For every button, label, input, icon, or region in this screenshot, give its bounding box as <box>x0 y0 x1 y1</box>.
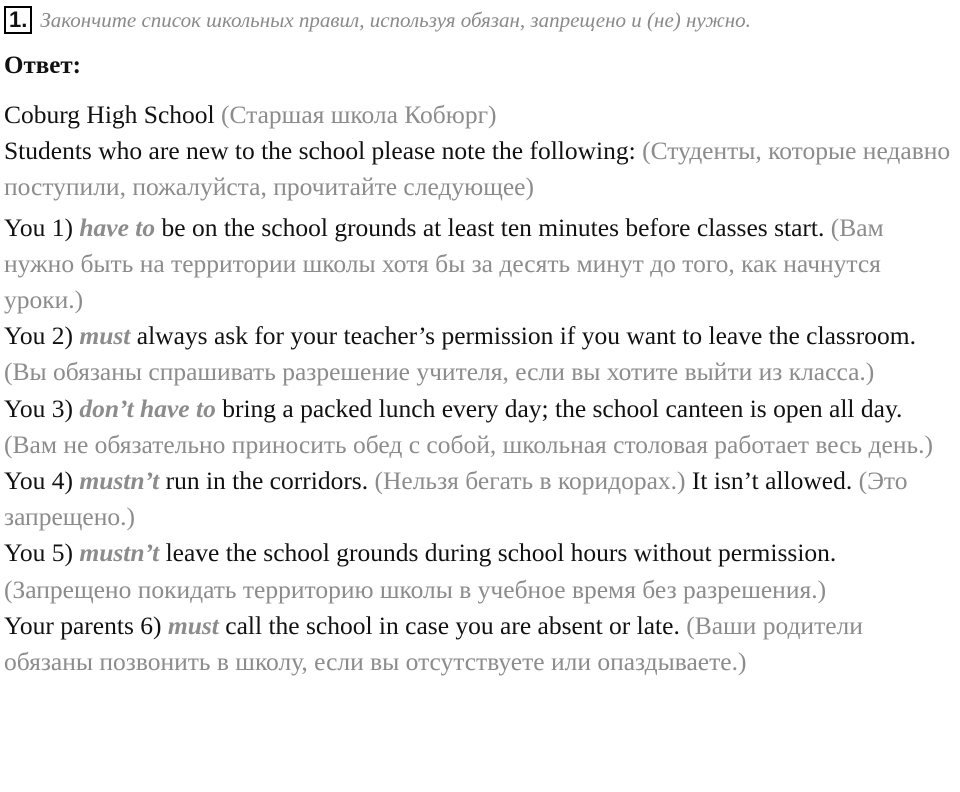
school-name: Coburg High School <box>4 100 215 129</box>
rule-answer: mustn’t <box>79 538 160 568</box>
school-translation: (Старшая школа Кобюрг) <box>221 100 497 129</box>
rule-translation: (Вам нужно быть на территории школы хотя бы за десять минут до того, как начнутся уроки.) <box>4 212 884 315</box>
rule-prefix: You 3) <box>4 393 73 423</box>
task-number: 1. <box>4 6 32 34</box>
task-instruction: Закончите список школьных правил, используя обязан, запрещено и (не) нужно. <box>40 7 751 32</box>
rule-answer: must <box>79 321 131 351</box>
rule-translation: (Нельзя бегать в коридорах.) <box>374 466 686 496</box>
rule-text: run in the corridors. <box>165 466 369 496</box>
task-header <box>4 4 751 36</box>
rule-text: leave the school grounds during school hours without permission. <box>165 538 837 568</box>
rule-1 <box>4 210 958 319</box>
rule-prefix: You 1) <box>4 212 73 242</box>
rule-prefix: You 2) <box>4 321 73 351</box>
rule-translation: (Вы обязаны спрашивать разрешение учителя, если вы хотите выйти из класса.) <box>4 357 875 387</box>
rule-4 <box>4 463 958 535</box>
intro-text: Students who are new to the school please note the following: <box>4 136 636 166</box>
rule-answer: have to <box>79 212 156 242</box>
school-line <box>4 97 958 133</box>
rule-text: bring a packed lunch every day; the school canteen is open all day. <box>222 393 903 423</box>
rule-prefix: Your parents 6) <box>4 610 162 640</box>
intro-translation: (Студенты, которые недавно поступили, пожалуйста, прочитайте следующее) <box>4 136 951 202</box>
rule-6 <box>4 608 958 680</box>
answer-content <box>4 97 958 680</box>
rule-translation: (Вам не обязательно приносить обед с собой, школьная столовая работает весь день.) <box>4 429 933 459</box>
rule-5 <box>4 535 958 607</box>
rule-prefix: You 4) <box>4 466 73 496</box>
rule-translation: (Запрещено покидать территорию школы в учебное время без разрешения.) <box>4 574 827 604</box>
rule-answer: mustn’t <box>79 466 160 496</box>
intro-line <box>4 133 958 205</box>
rule-answer: must <box>167 610 219 640</box>
answer-label: Ответ: <box>4 52 81 79</box>
rule-translation: (Ваши родители обязаны позвонить в школу, если вы отсутствуете или опаздываете.) <box>4 610 863 677</box>
rule-extra: It isn’t allowed. <box>691 466 853 496</box>
rule-text: be on the school grounds at least ten minutes before classes start. <box>161 212 825 242</box>
rule-answer: don’t have to <box>79 393 216 423</box>
rule-3 <box>4 391 958 463</box>
rule-text: always ask for your teacher’s permission if you want to leave the classroom. <box>136 321 916 351</box>
rule-prefix: You 5) <box>4 538 73 568</box>
rule-2 <box>4 318 958 390</box>
rule-text: call the school in case you are absent or late. <box>225 610 680 640</box>
rule-extra-translation: (Это запрещено.) <box>4 466 908 532</box>
